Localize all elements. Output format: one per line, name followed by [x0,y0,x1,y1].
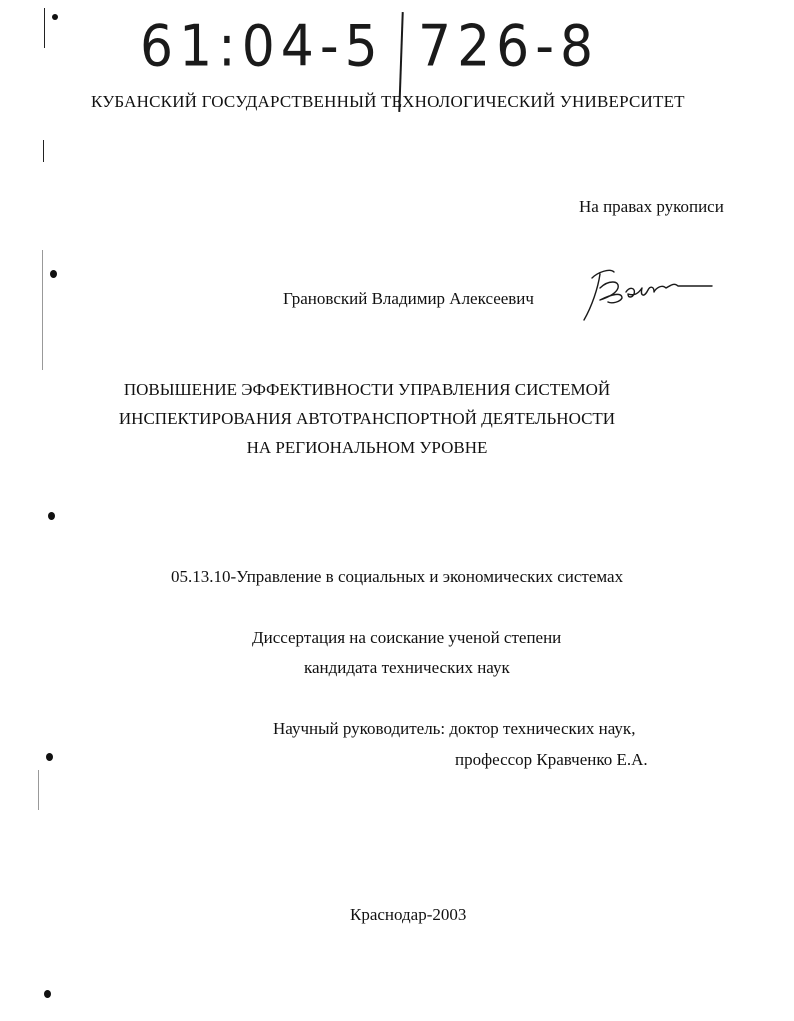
specialty: 05.13.10-Управление в социальных и экономических системах [171,567,624,586]
margin-line-top [44,8,45,48]
title-line-3: НА РЕГИОНАЛЬНОМ УРОВНЕ [246,438,488,457]
punch-hole-mark [46,753,53,761]
degree-line-1: Диссертация на соискание ученой степени [252,628,562,647]
degree-line-2: кандидата технических наук [304,658,510,677]
title-line-2: ИНСПЕКТИРОВАНИЯ АВТОТРАНСПОРТНОЙ ДЕЯТЕЛЬНОСТИ [118,409,616,428]
archive-code [140,14,384,80]
punch-hole-mark [48,512,55,520]
supervisor-line-2: профессор Кравченко Е.А. [455,750,648,769]
punch-hole-mark [44,990,51,998]
archive-code-tail: 726-8 [418,14,600,80]
supervisor-line-1: Научный руководитель: доктор технических наук, [273,719,636,738]
margin-line-lower [42,250,43,370]
place-year: Краснодар-2003 [350,905,467,924]
university-name: КУБАНСКИЙ ГОСУДАРСТВЕННЫЙ ТЕХНОЛОГИЧЕСКИЙ УНИВЕРСИТЕТ [91,92,685,111]
author-signature [578,258,718,328]
punch-hole-mark [52,14,58,20]
margin-line-mid [43,140,44,162]
title-line-1: ПОВЫШЕНИЕ ЭФФЕКТИВНОСТИ УПРАВЛЕНИЯ СИСТЕМОЙ [123,380,611,399]
rights-note: На правах рукописи [579,197,724,216]
punch-hole-mark [50,270,57,278]
archive-code-head: 61:04-5 [140,14,384,80]
margin-line-bottom [38,770,39,810]
author-name: Грановский Владимир Алексеевич [283,289,534,308]
